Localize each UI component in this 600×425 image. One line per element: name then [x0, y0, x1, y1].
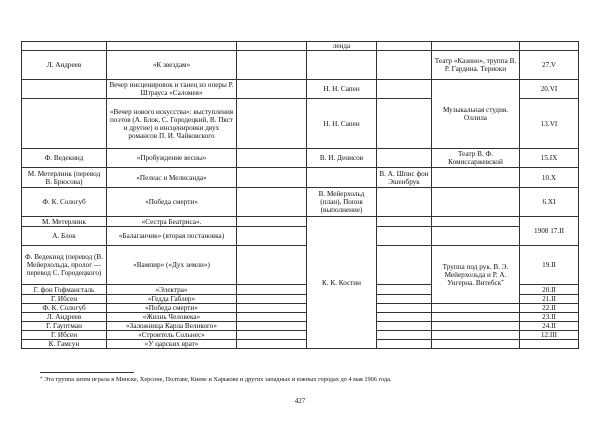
designer-cell: ленда: [307, 42, 377, 51]
table-row: [22, 149, 579, 168]
author-cell: М. Метерлинк: [22, 217, 107, 227]
performances-table: [21, 41, 579, 349]
title-cell: «Пелеас и Мелисанда»: [107, 168, 237, 188]
designer-extra-cell: [377, 51, 432, 80]
director-cell: [237, 246, 307, 285]
footnote: [40, 376, 391, 384]
table-row: [22, 168, 579, 188]
date-cell: 12.III: [520, 331, 579, 340]
director-cell: [237, 285, 307, 295]
author-cell: Ф. К. Сологуб: [22, 304, 107, 313]
venue-cell: Музыкальная студия. Оллила: [432, 80, 520, 149]
title-cell: «Заложница Карла Великого»: [107, 322, 237, 331]
author-cell: [22, 80, 107, 99]
designer-extra-cell: [377, 42, 432, 51]
author-cell: К. Гамсун: [22, 340, 107, 349]
date-cell: 21.II: [520, 295, 579, 304]
table-row: [22, 322, 579, 331]
designer-cell: В. Мейерхольд (план), Попов (выполнение): [307, 188, 377, 217]
director-cell: [237, 42, 307, 51]
title-cell: «Жизнь Человека»: [107, 313, 237, 322]
director-cell: [237, 80, 307, 99]
table-row: [22, 80, 579, 99]
designer-extra-cell: [377, 313, 432, 322]
table-row: [22, 188, 579, 217]
director-cell: [237, 313, 307, 322]
author-cell: Ф. Ведекинд (перевод (В. Мейерхольда, пролог — перевод С. Городецкого): [22, 246, 107, 285]
director-cell: [237, 188, 307, 217]
designer-extra-cell: [377, 149, 432, 168]
footnote-text: Эта труппа затем играла в Минске, Херсоне, Полтаве, Киеве и Харькове и других западных и южных городах до 4 мая 1906 года.: [44, 376, 392, 383]
director-cell: [237, 304, 307, 313]
date-cell: 13.VI: [520, 99, 579, 149]
venue-cell: Труппа под рук. В. Э. Мейерхольда и Р. А. Унгерна. Витебск*: [432, 246, 520, 304]
designer-cell: В. И. Денисов: [307, 149, 377, 168]
title-cell: Вечер инсценировок и танец из оперы Р. Штрауса «Саломея»: [107, 80, 237, 99]
designer-extra-cell: [377, 99, 432, 149]
designer-extra-cell: [377, 80, 432, 99]
title-cell: «Вечер нового искусства»: выступления поэтов (А. Блок, С. Городецкий, В. Пяст и другие) и инсценировки двух романсов П. И. Чайковского: [107, 99, 237, 149]
designer-extra-cell: [377, 227, 432, 246]
venue-cell: Театр В. Ф. Комиссаржевской: [432, 149, 520, 168]
designer-extra-cell: [377, 304, 432, 313]
venue-cell: [432, 304, 520, 313]
title-cell: «Победа смерти»: [107, 304, 237, 313]
venue-cell: [432, 227, 520, 246]
title-cell: «Победа смерти»: [107, 188, 237, 217]
title-cell: «Электра»: [107, 285, 237, 295]
designer-extra-cell: В. А. Шпис фон Эшенбрук: [377, 168, 432, 188]
page-number: 427: [294, 397, 306, 405]
author-cell: [22, 99, 107, 149]
venue-cell: [432, 217, 520, 227]
author-cell: Ф. Ведекинд: [22, 149, 107, 168]
title-cell: «Строитель Сольнес»: [107, 331, 237, 340]
author-cell: Г. фон Гофмансталь: [22, 285, 107, 295]
venue-cell: [520, 340, 579, 349]
table-row: [22, 51, 579, 80]
date-cell: [520, 42, 579, 51]
designer-extra-cell: [377, 188, 432, 217]
venue-cell: [432, 322, 520, 331]
author-cell: Г. Гауптман: [22, 322, 107, 331]
director-cell: [237, 149, 307, 168]
author-cell: Г. Ибсен: [22, 295, 107, 304]
table-row: [22, 217, 579, 227]
director-cell: [237, 227, 307, 246]
designer-extra-cell: [377, 322, 432, 331]
table-row: [22, 42, 579, 51]
date-cell: 27.V: [520, 51, 579, 80]
date-cell: 19.II: [520, 246, 579, 285]
author-cell: А. Блок: [22, 227, 107, 246]
designer-cell: К. К. Костин: [307, 217, 377, 349]
director-cell: [237, 99, 307, 149]
title-cell: «Вампир» («Дух земли»): [107, 246, 237, 285]
table-row: [22, 246, 579, 285]
designer-extra-cell: [377, 285, 432, 295]
venue-cell: [432, 188, 520, 217]
title-cell: «Сестра Беатриса».: [107, 217, 237, 227]
table-row: [22, 313, 579, 322]
date-cell: 1908 17.II: [520, 217, 579, 246]
date-cell: 10.X: [520, 168, 579, 188]
director-cell: [237, 295, 307, 304]
table-row: [22, 304, 579, 313]
date-cell: 23.II: [520, 313, 579, 322]
date-cell: 15.IX: [520, 149, 579, 168]
table-row: [22, 331, 579, 340]
designer-extra-cell: [432, 340, 520, 349]
table-row: [22, 227, 579, 246]
author-cell: Ф. К. Сологуб: [22, 188, 107, 217]
designer-cell: [307, 51, 377, 80]
venue-cell: [432, 331, 520, 340]
director-cell: [237, 322, 307, 331]
designer-extra-cell: [377, 295, 432, 304]
designer-extra-cell: [377, 217, 432, 227]
footnote-mark: *: [40, 377, 43, 382]
date-cell: 22.II: [520, 304, 579, 313]
designer-cell: [377, 340, 432, 349]
author-cell: Л. Андреев: [22, 313, 107, 322]
title-cell: «Балаганчик» (вторая постановка): [107, 227, 237, 246]
title-cell: [107, 42, 237, 51]
title-cell: «К звездам»: [107, 51, 237, 80]
date-cell: 20.VI: [520, 80, 579, 99]
venue-cell: [432, 168, 520, 188]
designer-extra-cell: [377, 246, 432, 285]
title-cell: «Гедда Габлер»: [107, 295, 237, 304]
author-cell: [22, 42, 107, 51]
author-cell: Л. Андреев: [22, 51, 107, 80]
venue-cell: [432, 313, 520, 322]
venue-cell: Театр «Казино», труппа В. Р. Гардина. Териоки: [432, 51, 520, 80]
director-cell: [237, 331, 307, 340]
director-cell: [237, 217, 307, 227]
date-cell: 6.XI: [520, 188, 579, 217]
venue-cell: [432, 42, 520, 51]
date-cell: 20.II: [520, 285, 579, 295]
footnote-divider: [40, 372, 134, 373]
director-cell: [237, 340, 307, 349]
title-cell: «Пробуждение весны»: [107, 149, 237, 168]
designer-cell: Н. Н. Сапен: [307, 80, 377, 99]
author-cell: Г. Ибсен: [22, 331, 107, 340]
designer-extra-cell: [377, 331, 432, 340]
designer-cell: Н. Н. Сапен: [307, 99, 377, 149]
designer-cell: [307, 168, 377, 188]
title-cell: «У царских врат»: [107, 340, 237, 349]
table-row: [22, 340, 579, 349]
director-cell: [237, 168, 307, 188]
director-cell: [237, 51, 307, 80]
author-cell: М. Метерлинк (перевод В. Брюсова): [22, 168, 107, 188]
date-cell: 24.II: [520, 322, 579, 331]
